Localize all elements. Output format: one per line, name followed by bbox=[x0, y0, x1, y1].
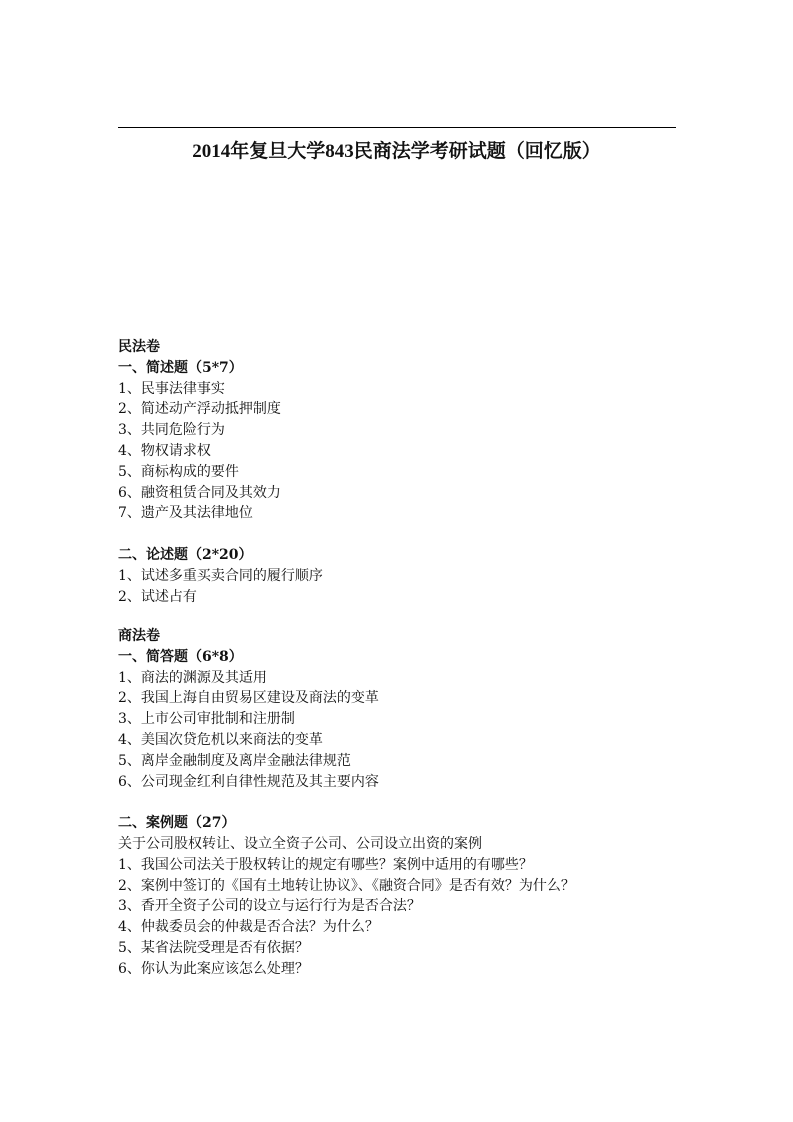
list-item: 2、我国上海自由贸易区建设及商法的变革 bbox=[118, 690, 379, 707]
list-item: 7、遗产及其法律地位 bbox=[118, 505, 253, 522]
volume-heading: 民法卷 bbox=[118, 339, 160, 355]
header-rule bbox=[118, 127, 676, 128]
list-item: 1、我国公司法关于股权转让的规定有哪些？案例中适用的有哪些？ bbox=[118, 856, 533, 873]
list-item: 1、商法的渊源及其适用 bbox=[118, 669, 267, 686]
document-title: 2014年复旦大学843民商法学考研试题（回忆版） bbox=[192, 141, 601, 162]
list-item: 3、香开全资子公司的设立与运行行为是否合法？ bbox=[118, 898, 421, 915]
list-item: 3、上市公司审批制和注册制 bbox=[118, 711, 295, 728]
list-item: 2、案例中签订的《国有土地转让协议》、《融资合同》是否有效？为什么？ bbox=[118, 877, 575, 894]
section-heading: 一、简答题（6*8） bbox=[118, 648, 243, 665]
list-item: 1、试述多重买卖合同的履行顺序 bbox=[118, 567, 323, 584]
section-heading: 二、论述题（2*20） bbox=[118, 546, 253, 563]
list-item: 5、商标构成的要件 bbox=[118, 463, 239, 480]
list-item: 6、公司现金红利自律性规范及其主要内容 bbox=[118, 773, 379, 790]
list-item: 1、民事法律事实 bbox=[118, 380, 225, 397]
section-heading: 一、简述题（5*7） bbox=[118, 359, 243, 376]
list-item: 2、试述占有 bbox=[118, 588, 197, 605]
list-item: 6、你认为此案应该怎么处理？ bbox=[118, 960, 309, 977]
list-item: 6、融资租赁合同及其效力 bbox=[118, 484, 281, 501]
civil-law-section bbox=[118, 337, 323, 607]
commercial-law-section bbox=[118, 626, 575, 980]
list-item: 4、仲裁委员会的仲裁是否合法？为什么？ bbox=[118, 919, 379, 936]
section-heading: 二、案例题（27） bbox=[118, 815, 236, 832]
list-item: 3、共同危险行为 bbox=[118, 422, 225, 439]
list-item: 5、离岸金融制度及离岸金融法律规范 bbox=[118, 752, 351, 769]
case-intro: 关于公司股权转让、设立全资子公司、公司设立出资的案例 bbox=[118, 835, 482, 852]
volume-heading: 商法卷 bbox=[118, 628, 160, 644]
list-item: 4、物权请求权 bbox=[118, 442, 211, 459]
list-item: 4、美国次贷危机以来商法的变革 bbox=[118, 731, 323, 748]
list-item: 5、某省法院受理是否有依据？ bbox=[118, 939, 309, 956]
list-item: 2、简述动产浮动抵押制度 bbox=[118, 401, 281, 418]
